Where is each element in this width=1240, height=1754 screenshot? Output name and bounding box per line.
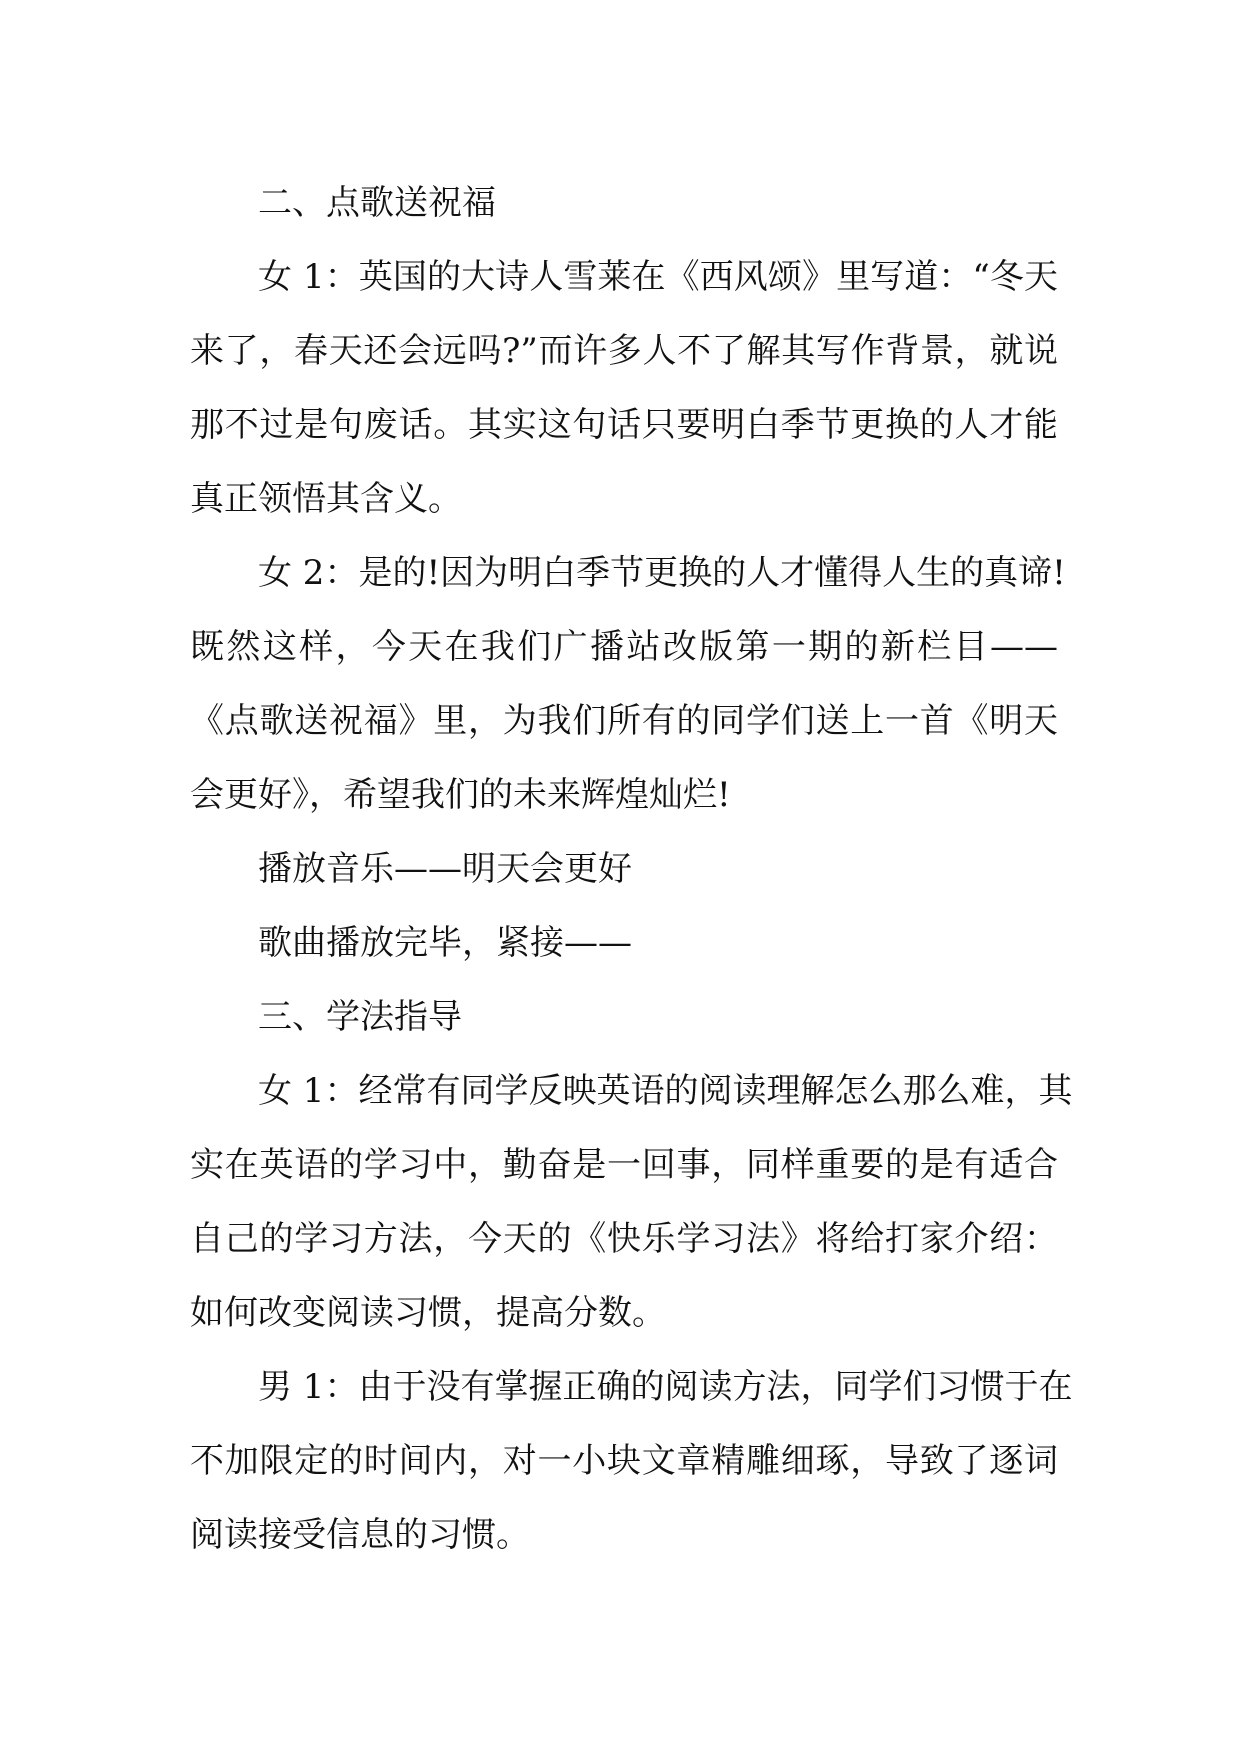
text-line: 实在英语的学习中，勤奋是一回事，同样重要的是有适合 xyxy=(190,1145,1058,1185)
document-body xyxy=(190,166,1073,1572)
text-line: 女 1：英国的大诗人雪莱在《西风颂》里写道：“冬天 xyxy=(258,257,1058,297)
text-line: 播放音乐——明天会更好 xyxy=(258,849,632,889)
text-line: 来了，春天还会远吗?”而许多人不了解其写作背景，就说 xyxy=(190,331,1058,371)
text-line: 阅读接受信息的习惯。 xyxy=(190,1515,530,1555)
text-line: 不加限定的时间内，对一小块文章精雕细琢，导致了逐词 xyxy=(190,1441,1058,1481)
text-line: 既然这样，今天在我们广播站改版第一期的新栏目—— xyxy=(190,627,1058,667)
text-line: 二、点歌送祝福 xyxy=(258,183,496,223)
text-line: 三、学法指导 xyxy=(258,997,462,1037)
text-line: 女 2：是的!因为明白季节更换的人才懂得人生的真谛! xyxy=(258,553,1066,593)
text-line: 会更好》，希望我们的未来辉煌灿烂! xyxy=(190,775,731,815)
text-line: 歌曲播放完毕，紧接—— xyxy=(258,923,632,963)
text-line: 自己的学习方法，今天的《快乐学习法》将给打家介绍： xyxy=(190,1219,1058,1259)
text-line: 真正领悟其含义。 xyxy=(190,479,462,519)
text-line: 如何改变阅读习惯，提高分数。 xyxy=(190,1293,666,1333)
text-line: 《点歌送祝福》里，为我们所有的同学们送上一首《明天 xyxy=(190,701,1058,741)
text-line: 女 1：经常有同学反映英语的阅读理解怎么那么难，其 xyxy=(258,1071,1073,1111)
text-line: 男 1：由于没有掌握正确的阅读方法，同学们习惯于在 xyxy=(258,1367,1073,1407)
text-line: 那不过是句废话。其实这句话只要明白季节更换的人才能 xyxy=(190,405,1058,445)
